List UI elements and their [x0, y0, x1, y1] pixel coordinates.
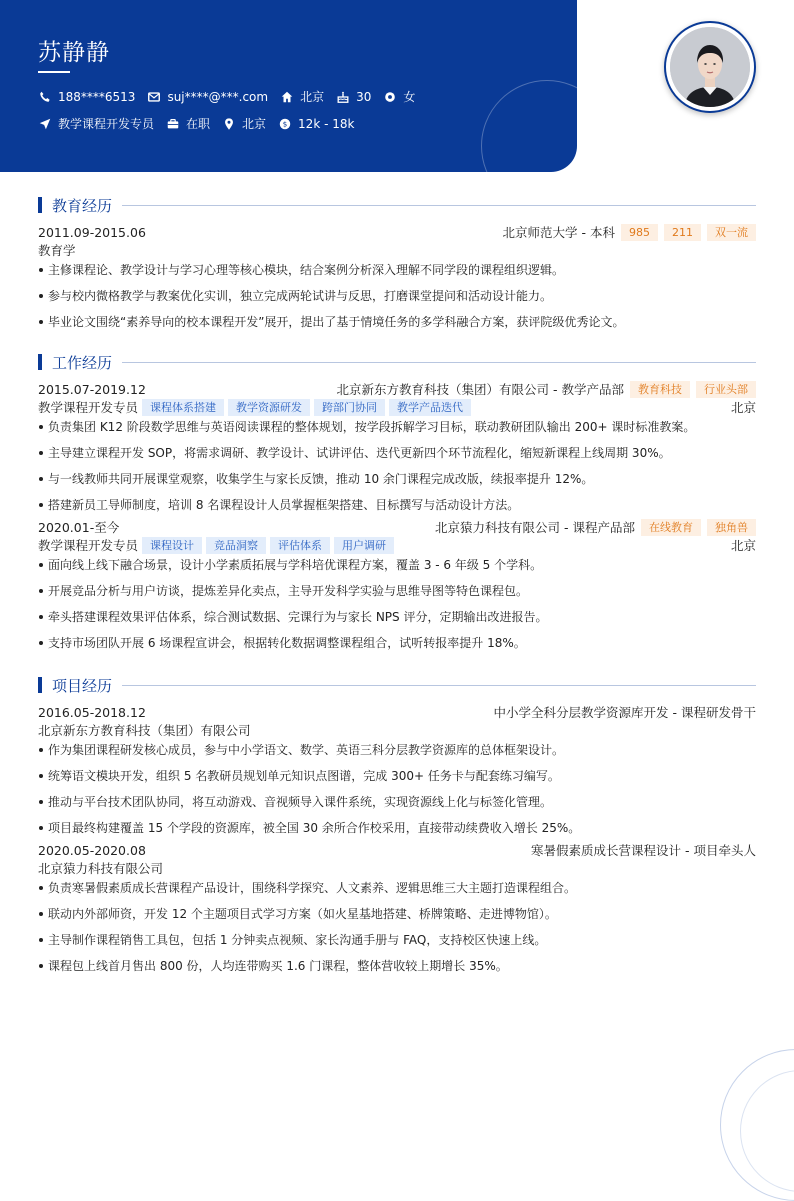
entry-right	[435, 518, 756, 536]
bullet-item: 主导制作课程销售工具包，包括 1 分钟卖点视频、家长沟通手册与 FAQ，支持校区快速上线。	[38, 931, 756, 949]
bullet-item: 支持市场团队开展 6 场课程宣讲会，根据转化数据调整课程组合，试听转报率提升 18%。	[38, 634, 756, 652]
skill-tag: 用户调研	[334, 537, 394, 554]
section-header	[38, 195, 756, 215]
job-city: 北京	[730, 538, 756, 553]
entry-header	[38, 223, 756, 241]
project-company: 北京新东方教育科技（集团）有限公司	[38, 723, 251, 738]
target-job-item	[38, 115, 154, 132]
bullet-item: 参与校内微格教学与教案优化实训，独立完成两轮试讲与反思，打磨课堂提问和活动设计能力。	[38, 287, 756, 305]
section-marker	[38, 677, 42, 693]
salary-item	[278, 117, 354, 131]
entry-right	[503, 223, 756, 241]
email-item	[147, 90, 268, 104]
skill-tag: 教学产品迭代	[389, 399, 471, 416]
major: 教育学	[38, 243, 76, 258]
bullet-item: 作为集团课程研发核心成员，参与中小学语文、数学、英语三科分层教学资源库的总体框架设计。	[38, 741, 756, 759]
role-with-tags	[38, 536, 394, 554]
bullet-item: 负责集团 K12 阶段数学思维与英语阅读课程的整体规划，按学段拆解学习目标，联动教研团队输出 200+ 课时标准教案。	[38, 418, 756, 436]
entry-period: 2020.05-2020.08	[38, 842, 146, 858]
phone-icon	[38, 90, 52, 104]
company-badge: 在线教育	[641, 519, 701, 536]
bullet-item: 联动内外部师资，开发 12 个主题项目式学习方案（如火星基地搭建、桥牌策略、走进博物馆）。	[38, 905, 756, 923]
bullet-item: 开展竞品分析与用户访谈，提炼差异化卖点，主导开发科学实验与思维导图等特色课程包。	[38, 582, 756, 600]
entry-subheader	[38, 241, 756, 259]
bullet-item: 推动与平台技术团队协同，将互动游戏、音视频导入课件系统，实现资源线上化与标签化管理。	[38, 793, 756, 811]
section-divider	[122, 362, 756, 363]
section-divider	[122, 205, 756, 206]
skill-tag: 课程体系搭建	[142, 399, 224, 416]
entry-header	[38, 518, 756, 536]
bullet-item: 统筹语文模块开发，组织 5 名教研员规划单元知识点图谱，完成 300+ 任务卡与配套练习编写。	[38, 767, 756, 785]
company-name: 北京新东方教育科技（集团）有限公司 - 教学产品部	[336, 382, 624, 397]
bullet-item: 主导建立课程开发 SOP，将需求调研、教学设计、试讲评估、迭代更新四个环节流程化，缩短新课程上线周期 30%。	[38, 444, 756, 462]
hometown-text: 北京	[300, 90, 325, 104]
candidate-name: 苏静静	[38, 40, 110, 66]
avatar	[670, 27, 750, 107]
gender-item	[383, 88, 415, 105]
send-icon	[38, 117, 52, 131]
bullet-item: 主修课程论、教学设计与学习心理等核心模块，结合案例分析深入理解不同学段的课程组织逻辑。	[38, 261, 756, 279]
skill-tag: 评估体系	[270, 537, 330, 554]
bullet-item: 课程包上线首月售出 800 份，人均连带购买 1.6 门课程，整体营收较上期增长 35%。	[38, 957, 756, 975]
project-name: 寒暑假素质成长营课程设计 - 项目牵头人	[531, 843, 756, 858]
phone-item	[38, 90, 135, 104]
bullet-item: 面向线上线下融合场景，设计小学素质拓展与学科培优课程方案，覆盖 3 - 6 年级 5 个学科。	[38, 556, 756, 574]
skill-tag: 课程设计	[142, 537, 202, 554]
job-city: 北京	[730, 400, 756, 415]
avatar-frame	[664, 21, 756, 113]
entry-subheader	[38, 398, 756, 416]
school-badge: 985	[621, 224, 658, 241]
company-name: 北京猿力科技有限公司 - 课程产品部	[435, 520, 635, 535]
section-title: 项目经历	[52, 676, 113, 695]
status-item	[166, 115, 210, 132]
header-banner	[0, 0, 577, 172]
role-with-tags	[38, 398, 471, 416]
company-badge: 行业头部	[696, 381, 756, 398]
project-name: 中小学全科分层教学资源库开发 - 课程研发骨干	[493, 705, 756, 720]
school-name: 北京师范大学 - 本科	[502, 225, 615, 240]
company-badge: 独角兽	[707, 519, 756, 536]
entry-period: 2016.05-2018.12	[38, 704, 146, 720]
section-title: 工作经历	[52, 353, 113, 372]
target-job-text: 教学课程开发专员	[58, 117, 155, 131]
salary-text: 12k - 18k	[298, 116, 355, 131]
bullet-item: 搭建新员工导师制度，培训 8 名课程设计人员掌握框架搭建、目标撰写与活动设计方法。	[38, 496, 756, 514]
job-role: 教学课程开发专员	[38, 400, 139, 415]
section-marker	[38, 354, 42, 370]
projects-section	[38, 675, 756, 975]
entry-header	[38, 841, 756, 859]
section-header	[38, 675, 756, 695]
company-badge: 教育科技	[630, 381, 690, 398]
bullet-item: 牵头搭建课程效果评估体系，综合测试数据、完课行为与家长 NPS 评分，定期输出改进报告。	[38, 608, 756, 626]
bullet-item: 毕业论文围绕“素养导向的校本课程开发”展开，提出了基于情境任务的多学科融合方案，获评院级优秀论文。	[38, 313, 756, 331]
phone-text: 188****6513	[58, 89, 136, 104]
home-icon	[280, 90, 294, 104]
entry-subheader	[38, 721, 756, 739]
entry-header	[38, 380, 756, 398]
status-text: 在职	[186, 117, 211, 131]
section-title: 教育经历	[52, 196, 113, 215]
contact-row	[38, 88, 427, 105]
skill-tag: 教学资源研发	[228, 399, 310, 416]
decorative-circle	[481, 80, 577, 172]
entry-period: 2011.09-2015.06	[38, 224, 146, 240]
bullet-item: 与一线教师共同开展课堂观察，收集学生与家长反馈，推动 10 余门课程完成改版，续报率提升 12%。	[38, 470, 756, 488]
school-badge: 211	[664, 224, 701, 241]
money-icon	[278, 117, 292, 131]
name-underline	[38, 71, 70, 73]
email-text: suj****@***.com	[167, 89, 269, 104]
svg-text:$: $	[282, 120, 288, 129]
school-badge: 双一流	[707, 224, 756, 241]
hometown-item	[280, 88, 324, 105]
section-divider	[122, 685, 756, 686]
gender-icon	[383, 90, 397, 104]
job-role: 教学课程开发专员	[38, 538, 139, 553]
work-section	[38, 352, 756, 652]
target-city-item	[222, 115, 266, 132]
skill-tag: 跨部门协同	[314, 399, 385, 416]
education-section	[38, 195, 756, 331]
section-marker	[38, 197, 42, 213]
entry-right	[337, 380, 756, 398]
entry-period: 2015.07-2019.12	[38, 381, 146, 397]
entry-period: 2020.01-至今	[38, 520, 120, 535]
job-intent-row	[38, 115, 366, 132]
gender-text: 女	[403, 90, 416, 104]
location-pin-icon	[222, 117, 236, 131]
project-company: 北京猿力科技有限公司	[38, 861, 164, 876]
entry-subheader	[38, 536, 756, 554]
entry-subheader	[38, 859, 756, 877]
mail-icon	[147, 90, 161, 104]
target-city-text: 北京	[242, 117, 267, 131]
age-item	[336, 90, 371, 104]
section-header	[38, 352, 756, 372]
bullet-item: 负责寒暑假素质成长营课程产品设计，围绕科学探究、人文素养、逻辑思维三大主题打造课程组合。	[38, 879, 756, 897]
bullet-item: 项目最终构建覆盖 15 个学段的资源库，被全国 30 余所合作校采用，直接带动续费收入增长 25%。	[38, 819, 756, 837]
entry-header	[38, 703, 756, 721]
age-text: 30	[356, 89, 372, 104]
briefcase-icon	[166, 117, 180, 131]
skill-tag: 竞品洞察	[206, 537, 266, 554]
cake-icon	[336, 90, 350, 104]
